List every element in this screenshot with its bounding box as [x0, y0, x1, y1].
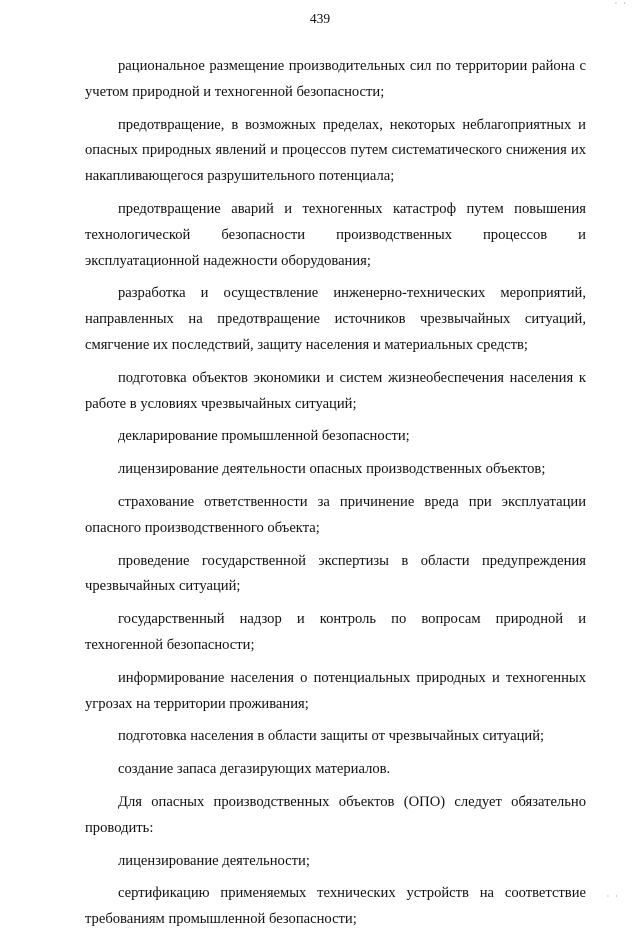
- paragraph: подготовка объектов экономики и систем жизнеобеспечения населения к работе в условиях чрезвычайных ситуаций;: [85, 369, 586, 412]
- document-body: [85, 54, 586, 940]
- paragraph: страхование ответственности за причинение вреда при эксплуатации опасного производственного объекта;: [85, 493, 586, 536]
- paragraph: рациональное размещение производительных сил по территории района с учетом природной и техногенной безопасности;: [85, 58, 586, 100]
- paragraph: подготовка населения в области защиты от чрезвычайных ситуаций;: [118, 728, 545, 745]
- paragraph: создание запаса дегазирующих материалов.: [118, 761, 391, 778]
- paragraph: предотвращение аварий и техногенных катастроф путем повышения технологической безопасности производственных процессов и эксплуатационной надежности оборудования;: [85, 200, 586, 269]
- paragraph: государственный надзор и контроль по вопросам природной и техногенной безопасности;: [85, 611, 586, 653]
- paragraph: лицензирование деятельности;: [118, 852, 310, 869]
- paragraph: сертификацию применяемых технических устройств на соответствие требованиям промышленной безопасности;: [85, 885, 586, 928]
- paragraph: проведение государственной экспертизы в области предупреждения чрезвычайных ситуаций;: [85, 552, 586, 595]
- paragraph: лицензирование деятельности опасных производственных объектов;: [118, 461, 546, 478]
- page-number: 439: [309, 11, 331, 26]
- paragraph: предотвращение, в возможных пределах, некоторых неблагоприятных и опасных природных явлений и процессов путем систематического снижения их накапливающегося разрушительного потенциала;: [85, 116, 586, 185]
- paragraph: Для опасных производственных объектов (ОПО) следует обязательно проводить:: [85, 793, 586, 836]
- paragraph: декларирование промышленной безопасности;: [118, 428, 410, 445]
- scan-corner-mark-bottom: · ·: [606, 892, 620, 901]
- paragraph: разработка и осуществление инженерно-технических мероприятий, направленных на предотвращение источников чрезвычайных ситуаций, смягчение их последствий, защиту населения и материальных средств;: [85, 285, 586, 353]
- paragraph: информирование населения о потенциальных природных и техногенных угрозах на территории проживания;: [85, 669, 586, 712]
- scan-corner-mark: · ·: [614, 0, 628, 8]
